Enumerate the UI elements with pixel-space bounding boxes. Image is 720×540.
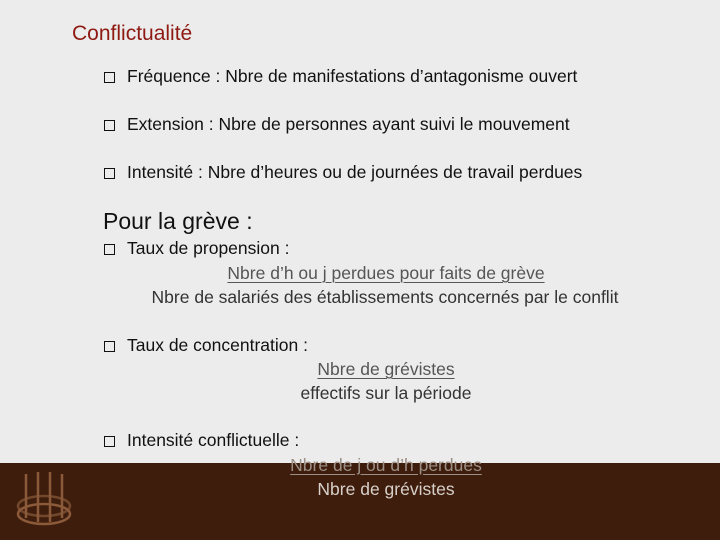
propension-numerator: Nbre d’h ou j perdues pour faits de grève [227,263,545,283]
bullet-text: Extension : Nbre de personnes ayant suivi le mouvement [127,114,570,134]
bullet-text: Intensité : Nbre d’heures ou de journées de travail perdues [127,162,583,182]
bullet-extension [104,114,570,135]
propension-denominator: Nbre de salariés des établissements concernés par le conflit [151,287,619,307]
barrel-logo-icon [8,466,80,538]
slide-title: Conflictualité [72,22,193,45]
concentration-numerator: Nbre de grévistes [317,359,455,379]
checkbox-bullet-icon [104,436,115,447]
indicator-propension-label [104,238,289,259]
checkbox-bullet-icon [104,72,115,83]
section-heading: Pour la grève : [103,208,253,234]
indicator-label: Taux de propension : [127,238,290,258]
intensite-numerator: Nbre de j ou d’h perdues [290,455,482,475]
checkbox-bullet-icon [104,120,115,131]
checkbox-bullet-icon [104,341,115,352]
intensite-denominator: Nbre de grévistes [317,479,455,499]
indicator-label: Taux de concentration : [127,335,308,355]
bullet-text: Fréquence : Nbre de manifestations d’antagonisme ouvert [127,66,578,86]
indicator-label: Intensité conflictuelle : [127,430,300,450]
checkbox-bullet-icon [104,244,115,255]
checkbox-bullet-icon [104,168,115,179]
indicator-intensite-label [104,430,299,451]
bullet-intensite [104,162,582,183]
concentration-denominator: effectifs sur la période [300,383,472,403]
indicator-concentration-label [104,335,308,356]
bullet-frequence [104,66,577,87]
